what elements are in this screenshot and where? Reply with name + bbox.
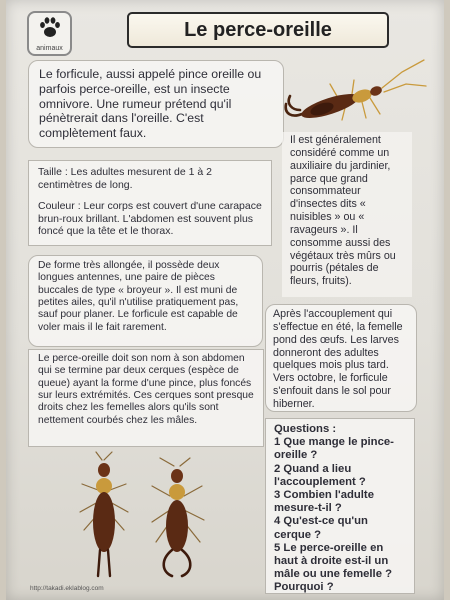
size-color-box <box>28 160 272 246</box>
questions-heading: Questions : <box>274 423 337 435</box>
footer-url: http://takadi.eklablog.com <box>30 585 104 592</box>
question-item: 3 Combien l'adulte mesure-t-il ? <box>274 489 374 515</box>
paw-icon <box>38 16 62 40</box>
question-item: 2 Quand a lieu l'accouplement ? <box>274 462 366 488</box>
questions-list <box>274 436 406 594</box>
earwig-photo-female <box>74 450 134 582</box>
category-badge <box>27 11 72 56</box>
question-item: 1 Que mange le pince-oreille ? <box>274 436 394 462</box>
page-title: Le perce-oreille <box>127 12 389 48</box>
size-text: Taille : Les adultes mesurent de 1 à 2 centimètres de long. <box>38 166 212 191</box>
question-item: 5 Le perce-oreille en haut à droite est-il un mâle ou une femelle ? Pourquoi ? <box>274 541 393 594</box>
color-text: Couleur : Leur corps est couvert d'une carapace brun-roux brillant. L'abdomen est souvent plus foncé que la tête et le thorax. <box>38 200 262 238</box>
question-item: 4 Qu'est-ce qu'un cerque ? <box>274 515 368 541</box>
earwig-photo-male <box>140 456 216 580</box>
badge-label: animaux <box>36 45 63 52</box>
anatomy-text: De forme très allongée, il possède deux longues antennes, une paire de pièces buccales de type « broyeur ». Il est muni de petites ailes, qu'il n'utilise pratiquement pas, sauf pour planer. Le forficule est capable de voler mais il le fait rarement. <box>28 255 263 347</box>
mating-text: Après l'accouplement qui s'effectue en été, la femelle pond des œufs. Les larves donneront des adultes quelques mois plus tard. Vers octobre, le forficule s'enfouit dans le sol pour hiberner. <box>265 304 417 412</box>
name-origin-text: Le perce-oreille doit son nom à son abdomen qui se termine par deux cerques (espèce de queue) ayant la forme d'une pince, plus foncés sur leurs extrémités. Ces cerques sont presque droits chez les femelles alors qu'ils sont nettement courbés chez les mâles. <box>28 349 264 447</box>
intro-text: Le forficule, aussi appelé pince oreille ou parfois perce-oreille, est un insecte omnivore. Une rumeur prétend qu'il pénètrerait dans l'oreille. C'est complètement faux. <box>28 60 284 148</box>
questions-box <box>265 418 415 594</box>
earwig-photo-top <box>278 56 428 128</box>
gardener-helper-text: Il est généralement considéré comme un auxiliaire du jardinier, parce que grand consommateur d'insectes dits « nuisibles » ou « ravageurs ». Il consomme aussi des végétaux très mûrs ou pourris (pétales de fleurs, fruits). <box>282 132 412 297</box>
